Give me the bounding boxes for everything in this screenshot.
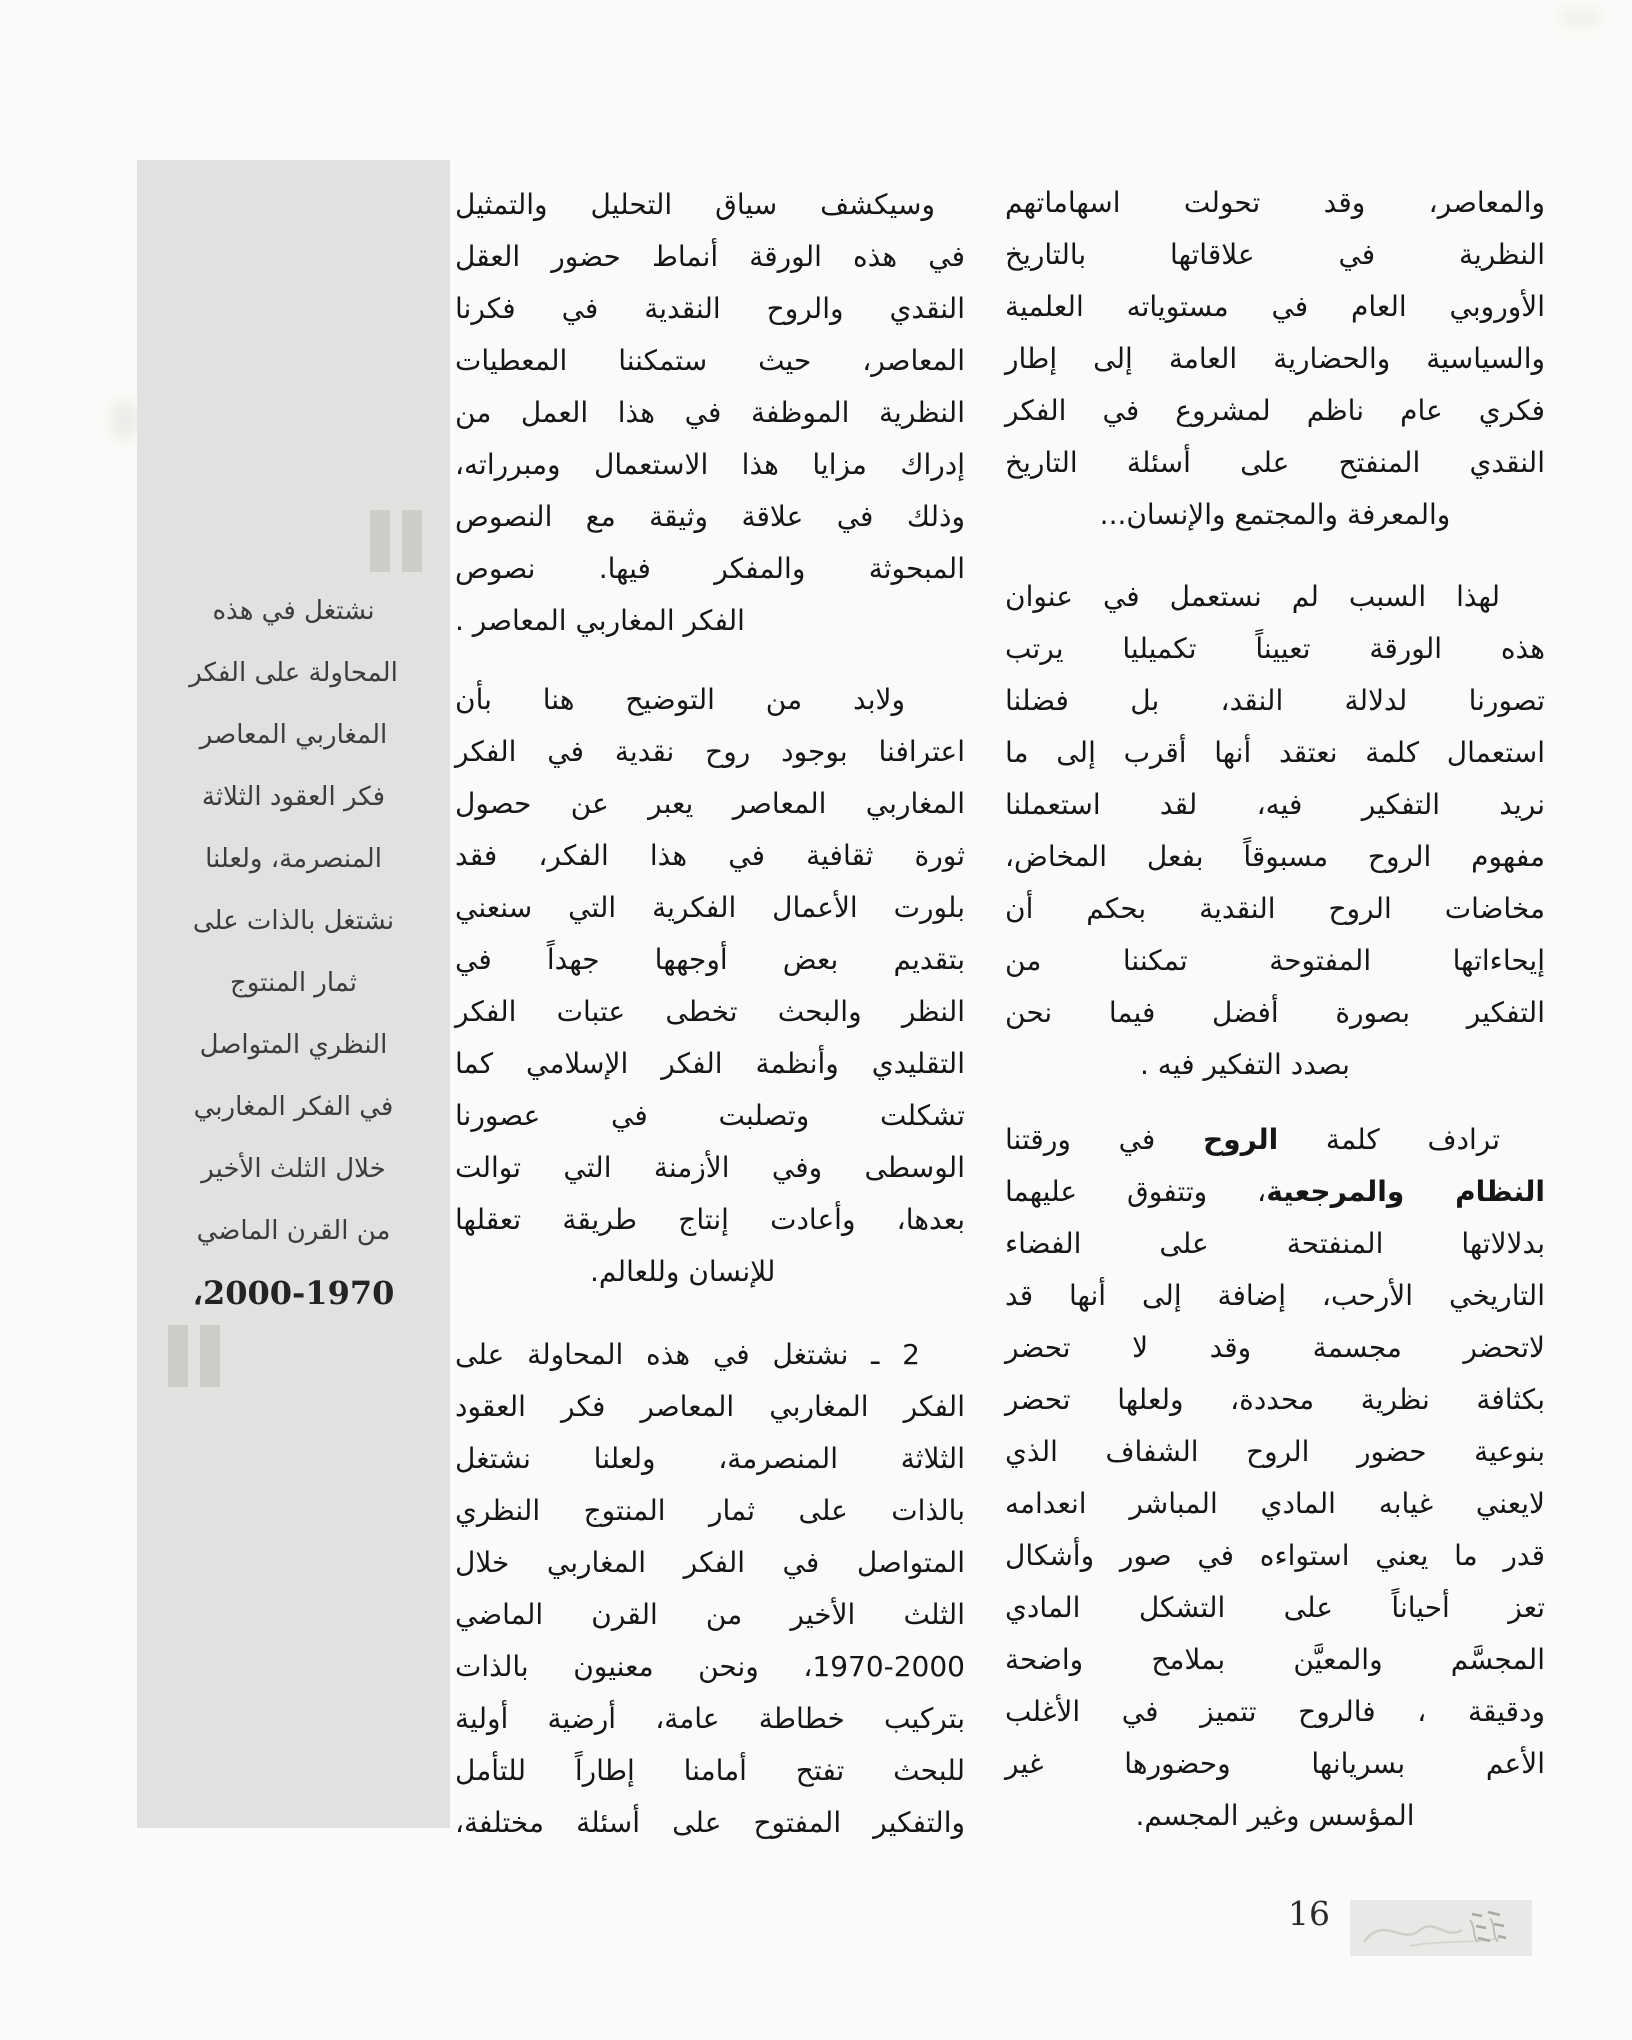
paragraph [1005,177,1545,541]
text-line: اعترافنا بوجود روح نقدية في الفكر [455,735,965,768]
text-line: مفهوم الروح مسبوقاً بفعل المخاض، [1005,840,1545,873]
text-line: بكثافة نظرية محددة، ولعلها تحضر [1005,1383,1545,1416]
middle-text-column [455,179,965,1849]
paragraph [1005,571,1545,1091]
text-line: بالذات على ثمار المنتوج النظري [455,1494,965,1527]
text-line: 1970-2000، ونحن معنيون بالذات [455,1650,965,1683]
close-quote-icon [168,1325,220,1387]
text-line: لايعني غيابه المادي المباشر انعدامه [1005,1487,1545,1520]
text-line: استعمال كلمة نعتقد أنها أقرب إلى ما [1005,736,1545,769]
text-line: النظر والبحث تخطى عتبات الفكر [455,995,965,1028]
pull-quote-box [137,160,450,1828]
text-line: التقليدي وأنظمة الفكر الإسلامي كما [455,1047,965,1080]
text-run: في ورقتنا [1005,1123,1204,1156]
text-line: بصدد التفكير فيه . [1140,1048,1350,1081]
paragraph [455,179,965,647]
text-line: ثمار المنتوج [229,968,358,998]
text-line: إدراك مزايا هذا الاستعمال ومبرراته، [455,448,965,481]
text-line: الفكر المغاربي المعاصر فكر العقود [455,1390,965,1423]
text-line: المنصرمة، ولعلنا [205,844,382,874]
text-line: المجسَّم والمعيَّن بملامح واضحة [1005,1643,1545,1676]
text-line: خلال الثلث الأخير [201,1154,386,1184]
text-line: المحاولة على الفكر [189,658,398,688]
text-line: النقدي المنفتح على أسئلة التاريخ [1005,446,1545,479]
open-quote-icon [370,510,422,572]
text-line: للبحث تفتح أمامنا إطاراً للتأمل [455,1754,965,1787]
text-run: ، وتتفوق عليهما [1005,1175,1267,1208]
text-line: بتقديم بعض أوجهها جهداً في [455,943,965,976]
text-line: والسياسية والحضارية العامة إلى إطار [1005,342,1545,375]
text-line: الثلث الأخير من القرن الماضي [455,1598,965,1631]
scan-smudge [1560,10,1600,26]
text-line: النقدي والروح النقدية في فكرنا [455,292,965,325]
text-line: تشكلت وتصلبت في عصورنا [455,1099,965,1132]
text-line: بعدها، وأعادت إنتاج طريقة تعقلها [455,1203,965,1236]
paragraph [1005,1114,1545,1842]
scan-smudge [112,400,138,440]
text-line: بنوعية حضور الروح الشفاف الذي [1005,1435,1545,1468]
text-line: الفكر المغاربي المعاصر . [455,604,745,637]
text-line: فكري عام ناظم لمشروع في الفكر [1005,394,1545,427]
text-line [1005,1166,1545,1218]
text-line: الأعم بسريانها وحضورها غير [1005,1747,1545,1780]
text-line: المؤسس وغير المجسم. [1135,1799,1415,1832]
text-run: ترادف كلمة [1278,1123,1500,1156]
stamp-smudge [1350,1900,1532,1956]
text-line [1005,1114,1545,1166]
text-line: 2 ـ نشتغل في هذه المحاولة على [455,1338,920,1371]
text-line: للإنسان وللعالم. [590,1255,776,1288]
text-line: الثلاثة المنصرمة، ولعلنا نشتغل [455,1442,965,1475]
text-line: مخاضات الروح النقدية بحكم أن [1005,892,1545,925]
paragraph [455,1329,965,1849]
text-line: في هذه الورقة أنماط حضور العقل [455,240,965,273]
text-line: ثورة ثقافية في هذا الفكر، فقد [455,839,965,872]
text-line: ودقيقة ، فالروح تتميز في الأغلب [1005,1695,1545,1728]
text-line: النظرية الموظفة في هذا العمل من [455,396,965,429]
text-line: بتركيب خطاطة عامة، أرضية أولية [455,1702,965,1735]
bold-text-run: النظام والمرجعية [1266,1175,1545,1208]
paragraph [455,674,965,1298]
text-line: إيحاءاتها المفتوحة تمكننا من [1005,944,1545,977]
quote-bar [370,510,390,572]
text-line: نريد التفكير فيه، لقد استعملنا [1005,788,1545,821]
text-line: من القرن الماضي [196,1216,391,1246]
text-line: الوسطى وفي الأزمنة التي توالت [455,1151,965,1184]
text-line: المغاربي المعاصر [199,720,388,750]
quote-bar [200,1325,220,1387]
text-line: لاتحضر مجسمة وقد لا تحضر [1005,1331,1545,1364]
text-line: التفكير بصورة أفضل فيما نحن [1005,996,1545,1029]
text-line: ولابد من التوضيح هنا بأن [455,683,905,716]
pull-quote-years: 2000-1970، [192,1274,395,1312]
text-line: تصورنا لدلالة النقد، بل فضلنا [1005,684,1545,717]
page-number: 16 [1288,1894,1330,1933]
text-line: لهذا السبب لم نستعمل في عنوان [1005,580,1500,613]
text-line: المغاربي المعاصر يعبر عن حصول [455,787,965,820]
quote-bar [168,1325,188,1387]
text-line: المعاصر، حيث ستمكننا المعطيات [455,344,965,377]
text-line: هذه الورقة تعييناً تكميليا يرتب [1005,632,1545,665]
text-line: في الفكر المغاربي [193,1092,394,1122]
text-line: فكر العقود الثلاثة [201,782,386,812]
text-line: المبحوثة والمفكر فيها. نصوص [455,552,965,585]
text-line: والتفكير المفتوح على أسئلة مختلفة، [455,1806,965,1839]
quote-bar [402,510,422,572]
stamp-scribble-icon [1350,1900,1532,1956]
text-line: الأوروبي العام في مستوياته العلمية [1005,290,1545,323]
text-line: المتواصل في الفكر المغاربي خلال [455,1546,965,1579]
right-text-column [1005,177,1545,1842]
text-line: بلورت الأعمال الفكرية التي سنعني [455,891,965,924]
text-line: وسيكشف سياق التحليل والتمثيل [455,188,935,221]
bold-text-run: الروح [1203,1123,1279,1156]
text-line: نشتغل بالذات على [192,906,395,936]
text-line: والمعرفة والمجتمع والإنسان... [1099,498,1451,531]
text-line: بدلالاتها المنفتحة على الفضاء [1005,1227,1545,1260]
text-line: قدر ما يعني استواءه في صور وأشكال [1005,1539,1545,1572]
text-line: التاريخي الأرحب، إضافة إلى أنها قد [1005,1279,1545,1312]
text-line: النظري المتواصل [199,1030,388,1060]
text-line: والمعاصر، وقد تحولت اسهاماتهم [1005,186,1545,219]
text-line: تعز أحياناً على التشكل المادي [1005,1591,1545,1624]
pull-quote-text [147,580,440,1262]
text-line: نشتغل في هذه [212,596,375,626]
text-line: وذلك في علاقة وثيقة مع النصوص [455,500,965,533]
text-line: النظرية في علاقاتها بالتاريخ [1005,238,1545,271]
